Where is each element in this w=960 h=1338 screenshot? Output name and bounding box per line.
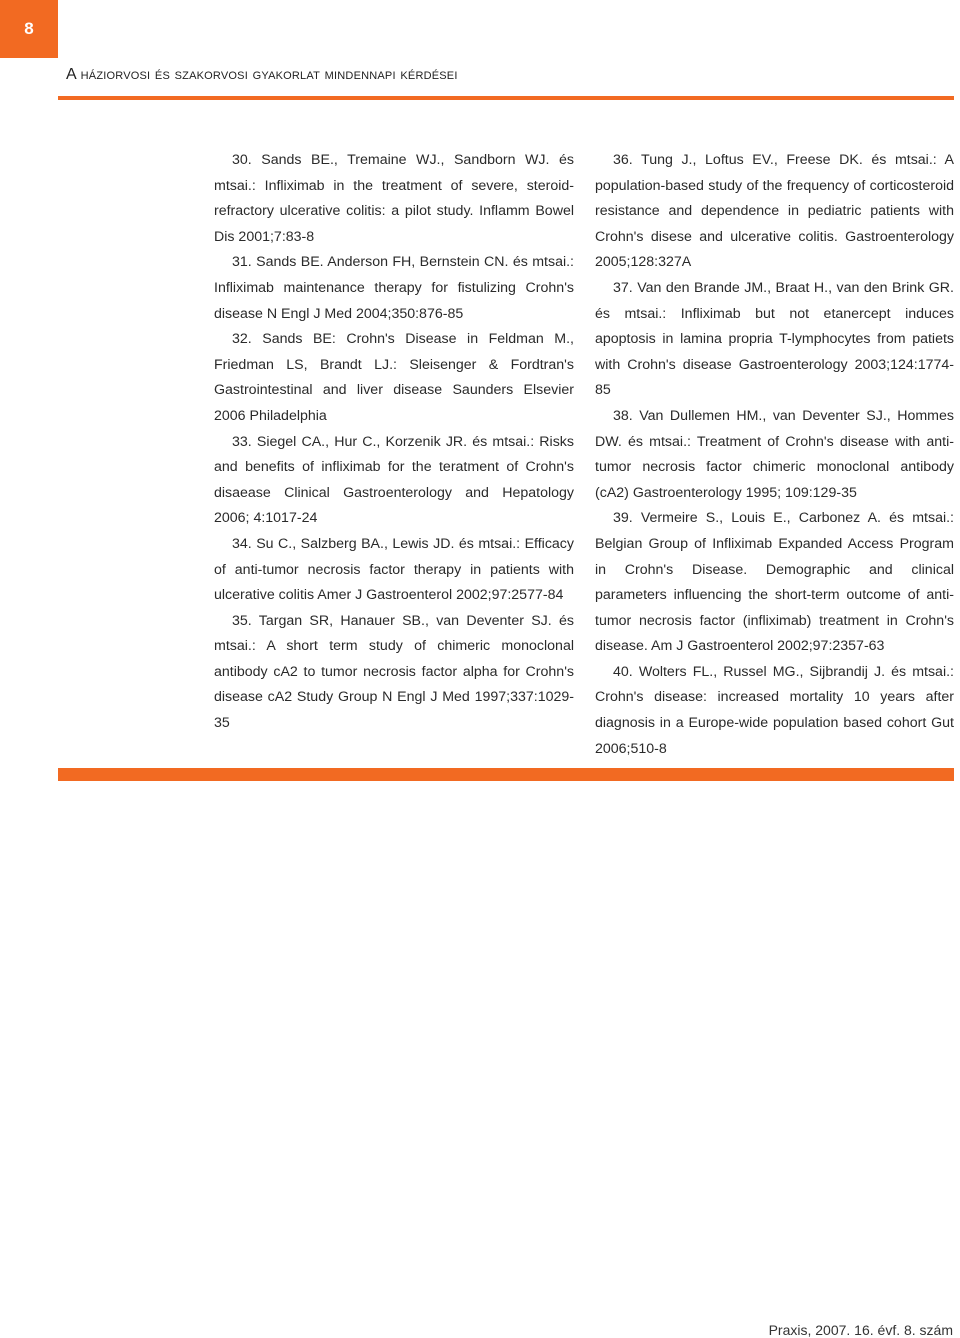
reference-item: 37. Van den Brande JM., Braat H., van den Brink GR. és mtsai.: Infliximab but not etanercept induces apoptosis in lamina propria T-lymphocytes from patiets with Crohn's disease Gastroenterology 2003;124:1774-85 bbox=[595, 279, 954, 399]
reference-item: 35. Targan SR, Hanauer SB., van Deventer SJ. és mtsai.: A short term study of chimeric monoclonal antibody cA2 to tumor necrosis factor alpha for Crohn's disease cA2 Study Group N Engl J Med 1997;337:1029-35 bbox=[214, 612, 574, 732]
page-number: 8 bbox=[24, 19, 34, 38]
header-divider bbox=[58, 96, 954, 100]
references-right-column bbox=[595, 148, 954, 762]
page-number-badge bbox=[0, 0, 58, 58]
reference-item: 32. Sands BE: Crohn's Disease in Feldman M., Friedman LS, Brandt LJ.: Sleisenger & Fordtran's Gastrointestinal and liver disease Saunders Elsevier 2006 Philadelphia bbox=[214, 331, 574, 424]
reference-item: 38. Van Dullemen HM., van Deventer SJ., Hommes DW. és mtsai.: Treatment of Crohn's disease with anti-tumor necrosis factor chimeric monoclonal antibody (cA2) Gastroenterology 1995; 109:129-35 bbox=[595, 407, 954, 501]
reference-item: 31. Sands BE. Anderson FH, Bernstein CN. és mtsai.: Infliximab maintenance therapy for fistulizing Crohn's disease N Engl J Med 2004;350:876-85 bbox=[214, 254, 574, 322]
reference-item: 39. Vermeire S., Louis E., Carbonez A. és mtsai.: Belgian Group of Infliximab Expanded Access Program in Crohn's Disease. Demographic and clinical parameters influencing the short-term outcome of anti-tumor necrosis factor (infliximab) treatment in Crohn's disease. Am J Gastroenterol 2002;97:2357-63 bbox=[595, 510, 954, 655]
reference-item: 40. Wolters FL., Russel MG., Sijbrandij J. és mtsai.: Crohn's disease: increased mortality 10 years after diagnosis in a Europe-wide population based cohort Gut 2006;510-8 bbox=[595, 663, 954, 757]
footer-journal-info: Praxis, 2007. 16. évf. 8. szám bbox=[768, 1322, 953, 1338]
reference-item: 30. Sands BE., Tremaine WJ., Sandborn WJ. és mtsai.: Infliximab in the treatment of severe, steroid-refractory ulcerative colitis: a pilot study. Inflamm Bowel Dis 2001;7:83-8 bbox=[214, 152, 574, 245]
references-left-column bbox=[214, 148, 574, 737]
reference-item: 34. Su C., Salzberg BA., Lewis JD. és mtsai.: Efficacy of anti-tumor necrosis factor therapy in patients with ulcerative colitis Amer J Gastroenterol 2002;97:2577-84 bbox=[214, 535, 574, 604]
content-end-bar bbox=[58, 768, 954, 781]
reference-item: 33. Siegel CA., Hur C., Korzenik JR. és mtsai.: Risks and benefits of infliximab for the teratment of Crohn's disaease Clinical Gastroenterology and Hepatology 2006; 4:1017-24 bbox=[214, 433, 574, 527]
section-title: A háziorvosi és szakorvosi gyakorlat mindennapi kérdései bbox=[66, 66, 458, 83]
reference-item: 36. Tung J., Loftus EV., Freese DK. és mtsai.: A population-based study of the frequency of corticosteroid resistance and dependence in pediatric patients with Crohn's disese and ulcerative colitis. Gastroenterology 2005;128:327A bbox=[595, 152, 954, 271]
